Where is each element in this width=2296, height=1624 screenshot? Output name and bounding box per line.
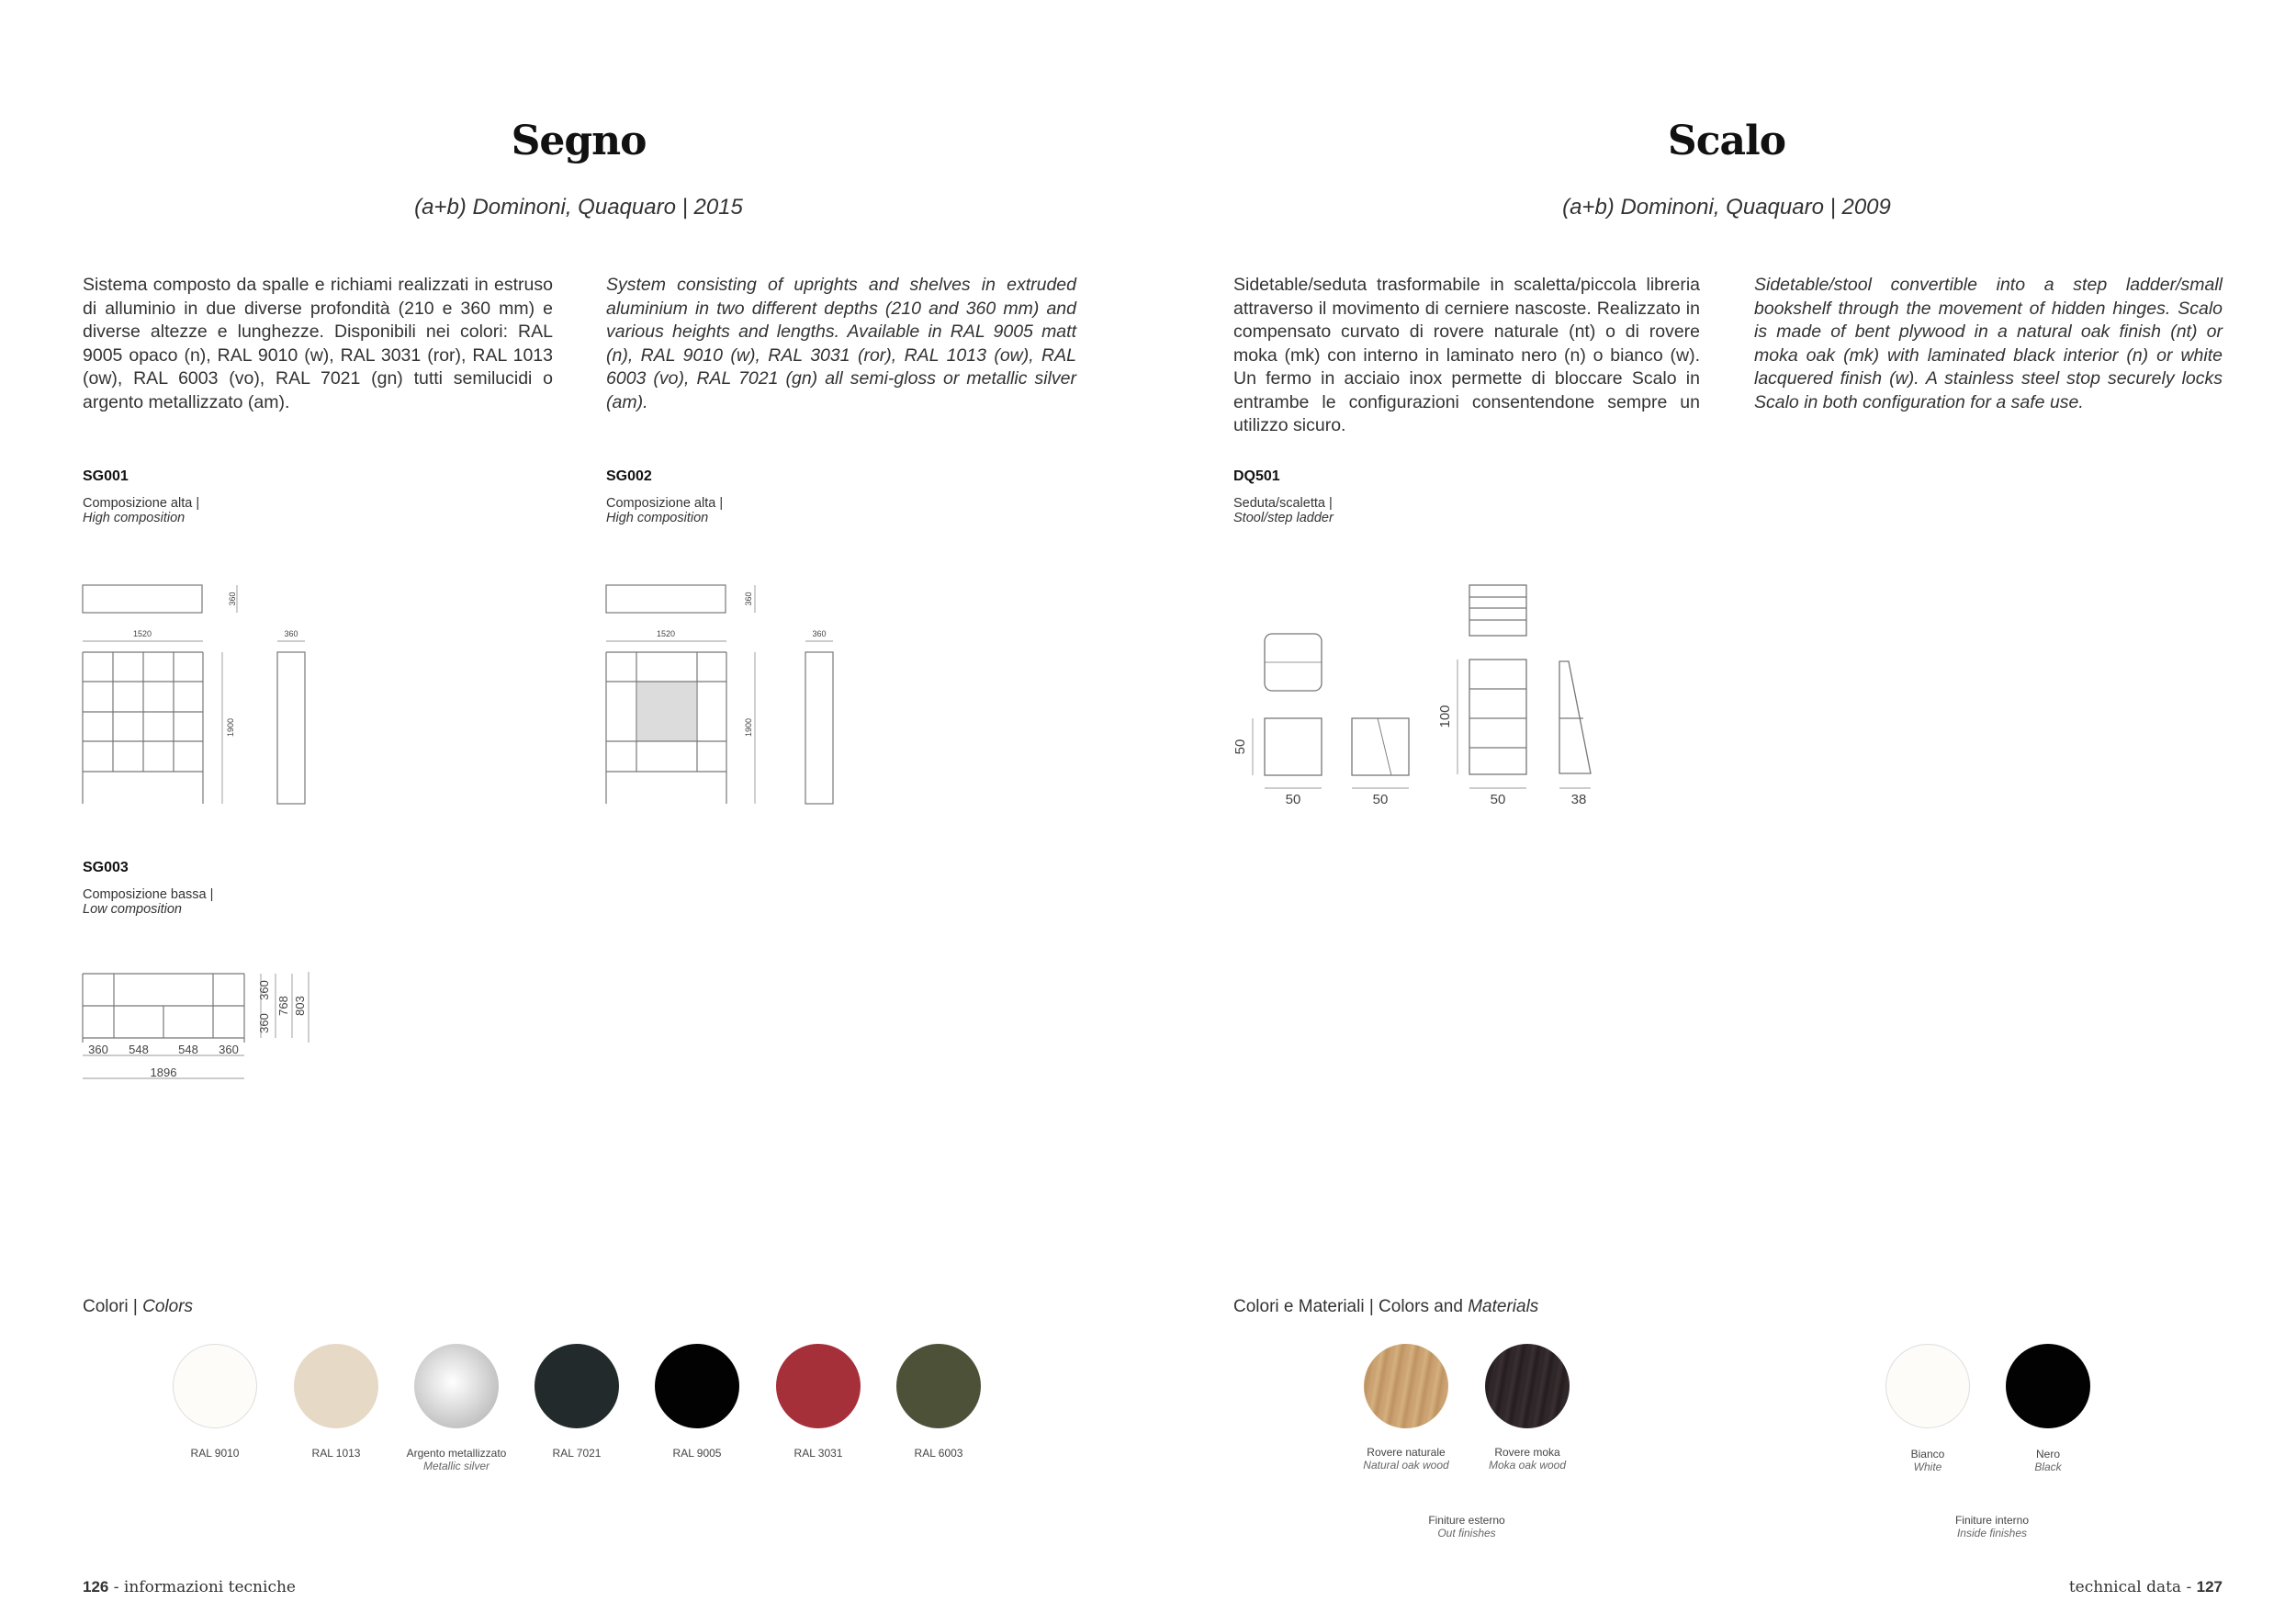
swatch-label: Argento metallizzato Metallic silver — [406, 1447, 507, 1472]
swatch-ral-1013[interactable] — [294, 1344, 378, 1428]
swatch-label: RAL 3031 — [793, 1447, 843, 1460]
product-desc-en: Low composition — [83, 902, 182, 917]
sg001-drawing — [73, 574, 331, 813]
swatch-ral-9005[interactable] — [655, 1344, 739, 1428]
segno-subtitle: (a+b) Dominoni, Quaquaro | 2015 — [414, 195, 743, 220]
swatch-moka-oak[interactable] — [1485, 1344, 1570, 1428]
swatch-black[interactable] — [2006, 1344, 2090, 1428]
colors-heading: Colori | Colors — [83, 1297, 194, 1316]
product-dq501 — [1233, 468, 1334, 525]
dq501-stool-width: 50 — [1285, 792, 1301, 807]
product-sg003 — [83, 860, 213, 917]
sg001-height-label: 1900 — [226, 717, 235, 738]
product-code: SG001 — [83, 468, 129, 484]
sg002-drawing — [597, 574, 854, 813]
sg003-dim-4: 360 — [219, 1043, 239, 1056]
sg003-height-4: 803 — [293, 996, 307, 1016]
sg003-height-2: 360 — [257, 980, 271, 1000]
segno-description-en: System consisting of uprights and shelves in extruded aluminium in two different depths (210 and 360 mm) and various heights and lengths. Available in RAL 9005 matt (n), RAL 9010 (w), RAL 3031 (ror), RAL 1013 (ow), RAL 6003 (vo), RAL 7021 (gn) all semi-gloss or metallic silver (am). — [606, 275, 1076, 412]
sg001-width-label: 1520 — [132, 629, 152, 638]
product-desc-en: High composition — [83, 511, 186, 525]
footer-right: technical data - 127 — [2068, 1578, 2223, 1596]
sg003-dim-2: 548 — [129, 1043, 149, 1056]
sg003-height-1: 360 — [257, 1013, 271, 1033]
page-number: 126 — [83, 1578, 109, 1596]
dq501-ladder-side-width: 38 — [1570, 792, 1587, 807]
out-finishes-label: Finiture esterno Out finishes — [1428, 1514, 1505, 1539]
sg003-total-width: 1896 — [150, 1066, 177, 1079]
product-sg001 — [83, 468, 199, 525]
page-number: 127 — [2196, 1578, 2223, 1596]
sg002-width-label: 1520 — [656, 629, 676, 638]
sg003-drawing — [73, 964, 340, 1093]
swatch-label: RAL 9010 — [190, 1447, 240, 1460]
dq501-drawing — [1221, 574, 1626, 813]
sg002-height-label: 1900 — [744, 717, 753, 738]
inside-finishes-label: Finiture interno Inside finishes — [1954, 1514, 2030, 1539]
sg001-top-depth-label: 360 — [228, 592, 237, 606]
swatch-ral-3031[interactable] — [776, 1344, 861, 1428]
swatch-label: Rovere moka Moka oak wood — [1488, 1446, 1567, 1472]
swatch-label: RAL 1013 — [311, 1447, 361, 1460]
sg003-height-3: 768 — [276, 996, 290, 1016]
product-desc-en: Stool/step ladder — [1233, 511, 1334, 525]
swatch-label: RAL 6003 — [914, 1447, 963, 1460]
dq501-stool-side-width: 50 — [1372, 792, 1389, 807]
product-desc-en: High composition — [606, 511, 709, 525]
product-desc-it: Composizione alta | — [606, 496, 724, 511]
sg003-dim-3: 548 — [178, 1043, 198, 1056]
sg003-dim-1: 360 — [88, 1043, 108, 1056]
dq501-ladder-height: 100 — [1437, 705, 1453, 728]
swatch-natural-oak[interactable] — [1364, 1344, 1448, 1428]
swatch-ral-9010[interactable] — [173, 1344, 257, 1428]
scalo-subtitle: (a+b) Dominoni, Quaquaro | 2009 — [1562, 195, 1891, 220]
dq501-ladder-width: 50 — [1490, 792, 1506, 807]
product-code: SG003 — [83, 860, 129, 875]
product-code: SG002 — [606, 468, 652, 484]
footer-left: 126 - informazioni tecniche — [83, 1578, 296, 1596]
swatch-ral-6003[interactable] — [896, 1344, 981, 1428]
swatch-ral-7021[interactable] — [535, 1344, 619, 1428]
product-sg002 — [606, 468, 723, 525]
swatch-metallic-silver[interactable] — [414, 1344, 499, 1428]
sg002-top-depth-label: 360 — [744, 592, 753, 606]
swatch-label: Bianco White — [1910, 1448, 1945, 1473]
product-desc-it: Composizione bassa | — [83, 887, 214, 902]
swatch-label: Rovere naturale Natural oak wood — [1363, 1446, 1449, 1472]
product-desc-it: Seduta/scaletta | — [1233, 496, 1333, 511]
materials-heading: Colori e Materiali | Colors and Materials — [1233, 1297, 1539, 1316]
segno-title: Segno — [511, 118, 647, 164]
scalo-description-it: Sidetable/seduta trasformabile in scaletta/piccola libreria attraverso il movimento di cerniere nascoste. Realizzato in compensato curvato di rovere naturale (nt) o di rovere moka (mk) con interno in laminato nero (n) o bianco (w). Un fermo in acciaio inox permette di bloccare Scalo in entrambe le configurazioni consentendone sempre un utilizzo sicuro. — [1233, 275, 1700, 435]
swatch-label: Nero Black — [2034, 1448, 2062, 1473]
swatch-white[interactable] — [1885, 1344, 1970, 1428]
product-desc-it: Composizione alta | — [83, 496, 200, 511]
product-code: DQ501 — [1233, 468, 1280, 484]
scalo-description-en: Sidetable/stool convertible into a step ladder/small bookshelf through the movement of hidden hinges. Scalo is made of bent plywood in a natural oak finish (nt) or moka oak (mk) with laminated black interior (n) or white lacquered finish (w). A stainless steel stop securely locks Scalo in both configuration for a safe use. — [1754, 275, 2223, 412]
sg001-side-depth-label: 360 — [284, 629, 298, 638]
swatch-label: RAL 7021 — [552, 1447, 602, 1460]
swatch-label: RAL 9005 — [672, 1447, 722, 1460]
sg002-side-depth-label: 360 — [812, 629, 827, 638]
segno-description-it: Sistema composto da spalle e richiami realizzati in estruso di alluminio in due diverse profondità (210 e 360 mm) e diverse altezze e lunghezze. Disponibili nei colori: RAL 9005 opaco (n), RAL 9010 (w), RAL 3031 (ror), RAL 1013 (ow), RAL 6003 (vo), RAL 7021 (gn) tutti semilucidi o argento metallizzato (am). — [83, 275, 553, 412]
dq501-stool-height: 50 — [1232, 739, 1248, 755]
scalo-title: Scalo — [1667, 118, 1786, 164]
